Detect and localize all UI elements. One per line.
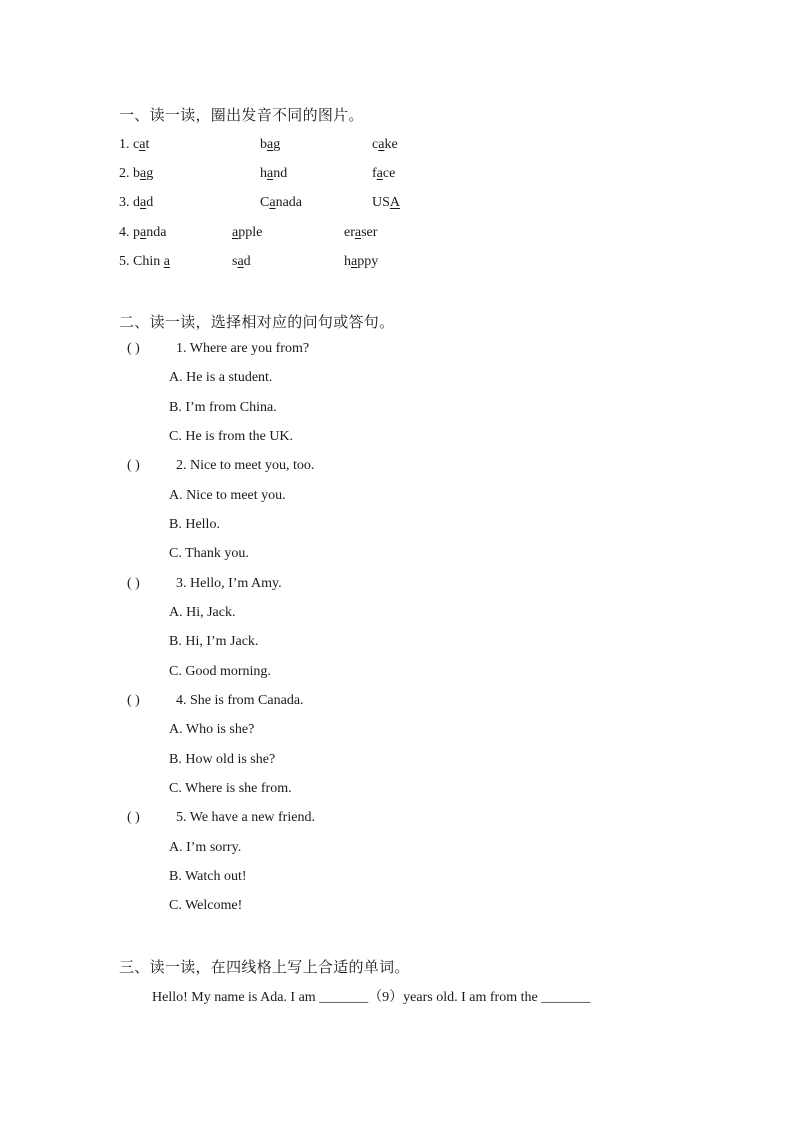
question-text: 1. Where are you from? [176,341,310,356]
row5-word2: sad [232,254,251,269]
option-a: A. Hi, Jack. [169,605,236,620]
row1-word1: 1. cat [119,137,150,152]
blank-line[interactable]: _______ [541,990,591,1005]
row1-word2: bag [260,137,281,152]
fill-in-paragraph [152,986,590,1006]
row4-word2: apple [232,225,263,240]
row3-word3: USA [372,195,401,210]
option-c: C. Where is she from. [169,781,292,796]
section3-heading: 三、读一读，在四线格上写上合适的单词。 [119,960,410,976]
option-a: A. I’m sorry. [169,840,242,855]
blank-line[interactable]: _______ [319,990,369,1005]
section1-heading: 一、读一读，圈出发音不同的图片。 [119,108,364,124]
option-c: C. Thank you. [169,546,249,561]
question-text: 2. Nice to meet you, too. [176,458,315,473]
question-text: 5. We have a new friend. [176,810,315,825]
answer-bracket[interactable]: ( ) [127,576,140,591]
row3-word2: Canada [260,195,302,210]
answer-bracket[interactable]: ( ) [127,810,140,825]
row3-word1: 3. dad [119,195,154,210]
answer-bracket[interactable]: ( ) [127,458,140,473]
option-c: C. Good morning. [169,664,271,679]
section2-heading: 二、读一读，选择相对应的问句或答句。 [119,315,395,331]
option-a: A. He is a student. [169,370,273,385]
answer-bracket[interactable]: ( ) [127,341,140,356]
row2-word3: face [372,166,396,181]
paragraph-text: （9）years old. I am from the [368,990,542,1005]
row4-word3: eraser [344,225,378,240]
option-b: B. Hello. [169,517,220,532]
question-text: 3. Hello, I’m Amy. [176,576,282,591]
option-b: B. Hi, I’m Jack. [169,634,259,649]
row4-word1: 4. panda [119,225,167,240]
option-b: B. How old is she? [169,752,276,767]
option-a: A. Who is she? [169,722,255,737]
row2-word1: 2. bag [119,166,154,181]
option-b: B. Watch out! [169,869,247,884]
answer-bracket[interactable]: ( ) [127,693,140,708]
option-c: C. Welcome! [169,898,243,913]
option-c: C. He is from the UK. [169,429,294,444]
row2-word2: hand [260,166,288,181]
row5-word3: happy [344,254,379,269]
paragraph-text: Hello! My name is Ada. I am [152,990,320,1005]
question-text: 4. She is from Canada. [176,693,304,708]
option-b: B. I’m from China. [169,400,277,415]
row1-word3: cake [372,137,398,152]
option-a: A. Nice to meet you. [169,488,286,503]
row5-word1: 5. Chin a [119,254,170,269]
